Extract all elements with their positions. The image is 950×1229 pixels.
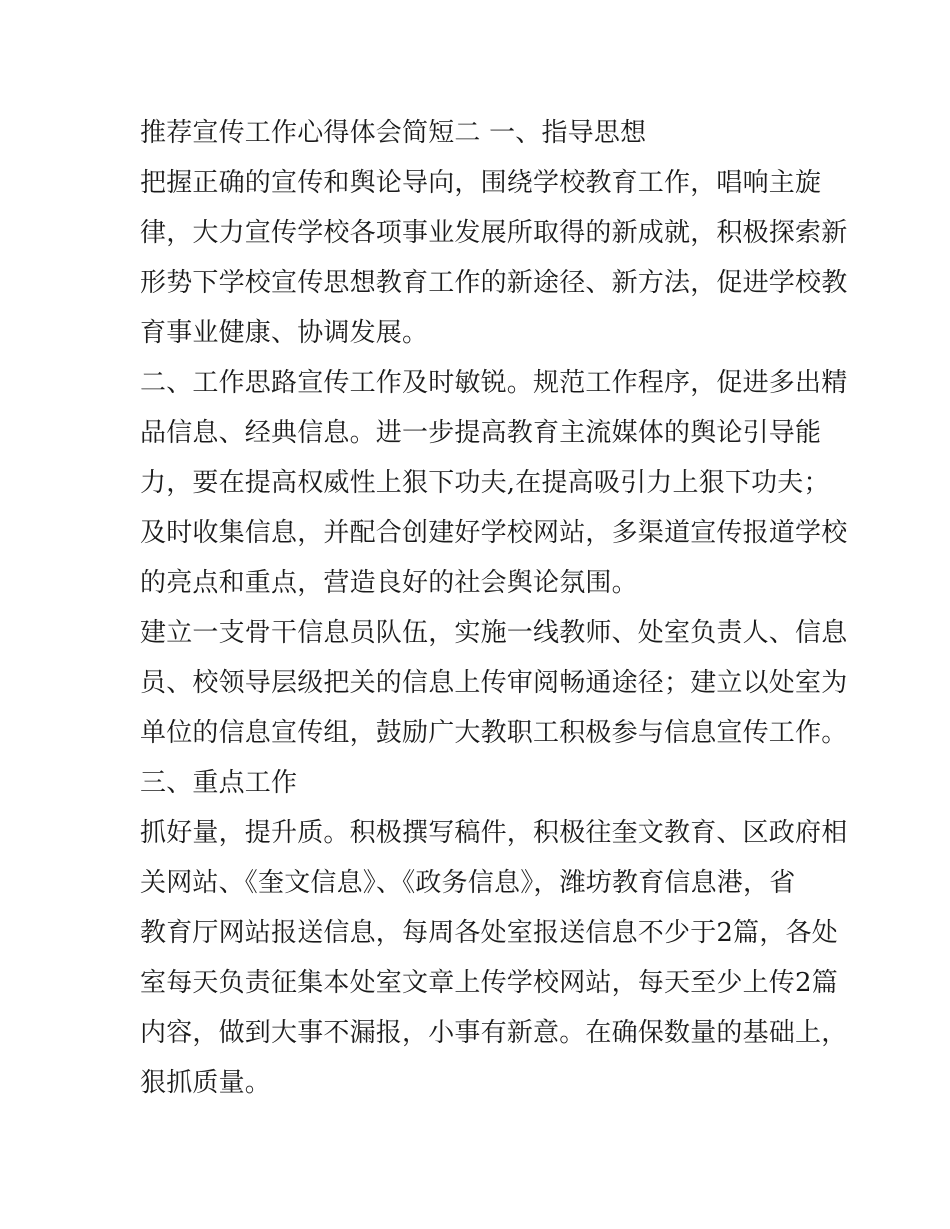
text-line: 品信息、经典信息。进一步提高教育主流媒体的舆论引导能 [140,418,822,448]
text-line: 力，要在提高权威性上狠下功夫,在提高吸引力上狠下功夫； [140,468,830,498]
text-line: 员、校领导层级把关的信息上传审阅畅通途径；建立以处室为 [140,668,848,698]
text-line: 狠抓质量。 [140,1068,272,1098]
text-line: 的亮点和重点，营造良好的社会舆论氛围。 [140,568,638,598]
text-line: 内容，做到大事不漏报，小事有新意。在确保数量的基础上， [140,1018,848,1048]
text-line: 教育厅网站报送信息，每周各处室报送信息不少于2篇，各处 [140,918,838,948]
text-line: 关网站、《奎文信息》、《政务信息》，潍坊教育信息港，省 [140,868,796,898]
text-line: 建立一支骨干信息员队伍，实施一线教师、处室负责人、信息 [140,618,848,648]
text-line: 及时收集信息，并配合创建好学校网站，多渠道宣传报道学校 [140,518,848,548]
text-line: 单位的信息宣传组，鼓励广大教职工积极参与信息宣传工作。 [140,718,848,748]
section-heading: 三、重点工作 [140,768,298,798]
text-line: 抓好量，提升质。积极撰写稿件，积极往奎文教育、区政府相 [140,818,848,848]
section-heading-line: 二、工作思路宣传工作及时敏锐。规范工作程序，促进多出精 [140,368,848,398]
text-line: 室每天负责征集本处室文章上传学校网站，每天至少上传2篇 [140,968,838,998]
text-line: 形势下学校宣传思想教育工作的新途径、新方法，促进学校教 [140,268,848,298]
document-heading: 推荐宣传工作心得体会简短二 一、指导思想 [140,118,647,148]
text-line: 把握正确的宣传和舆论导向，围绕学校教育工作，唱响主旋 [140,168,822,198]
document-body [140,108,848,1108]
text-line: 育事业健康、协调发展。 [140,318,429,348]
text-line: 律，大力宣传学校各项事业发展所取得的新成就，积极探索新 [140,218,848,248]
